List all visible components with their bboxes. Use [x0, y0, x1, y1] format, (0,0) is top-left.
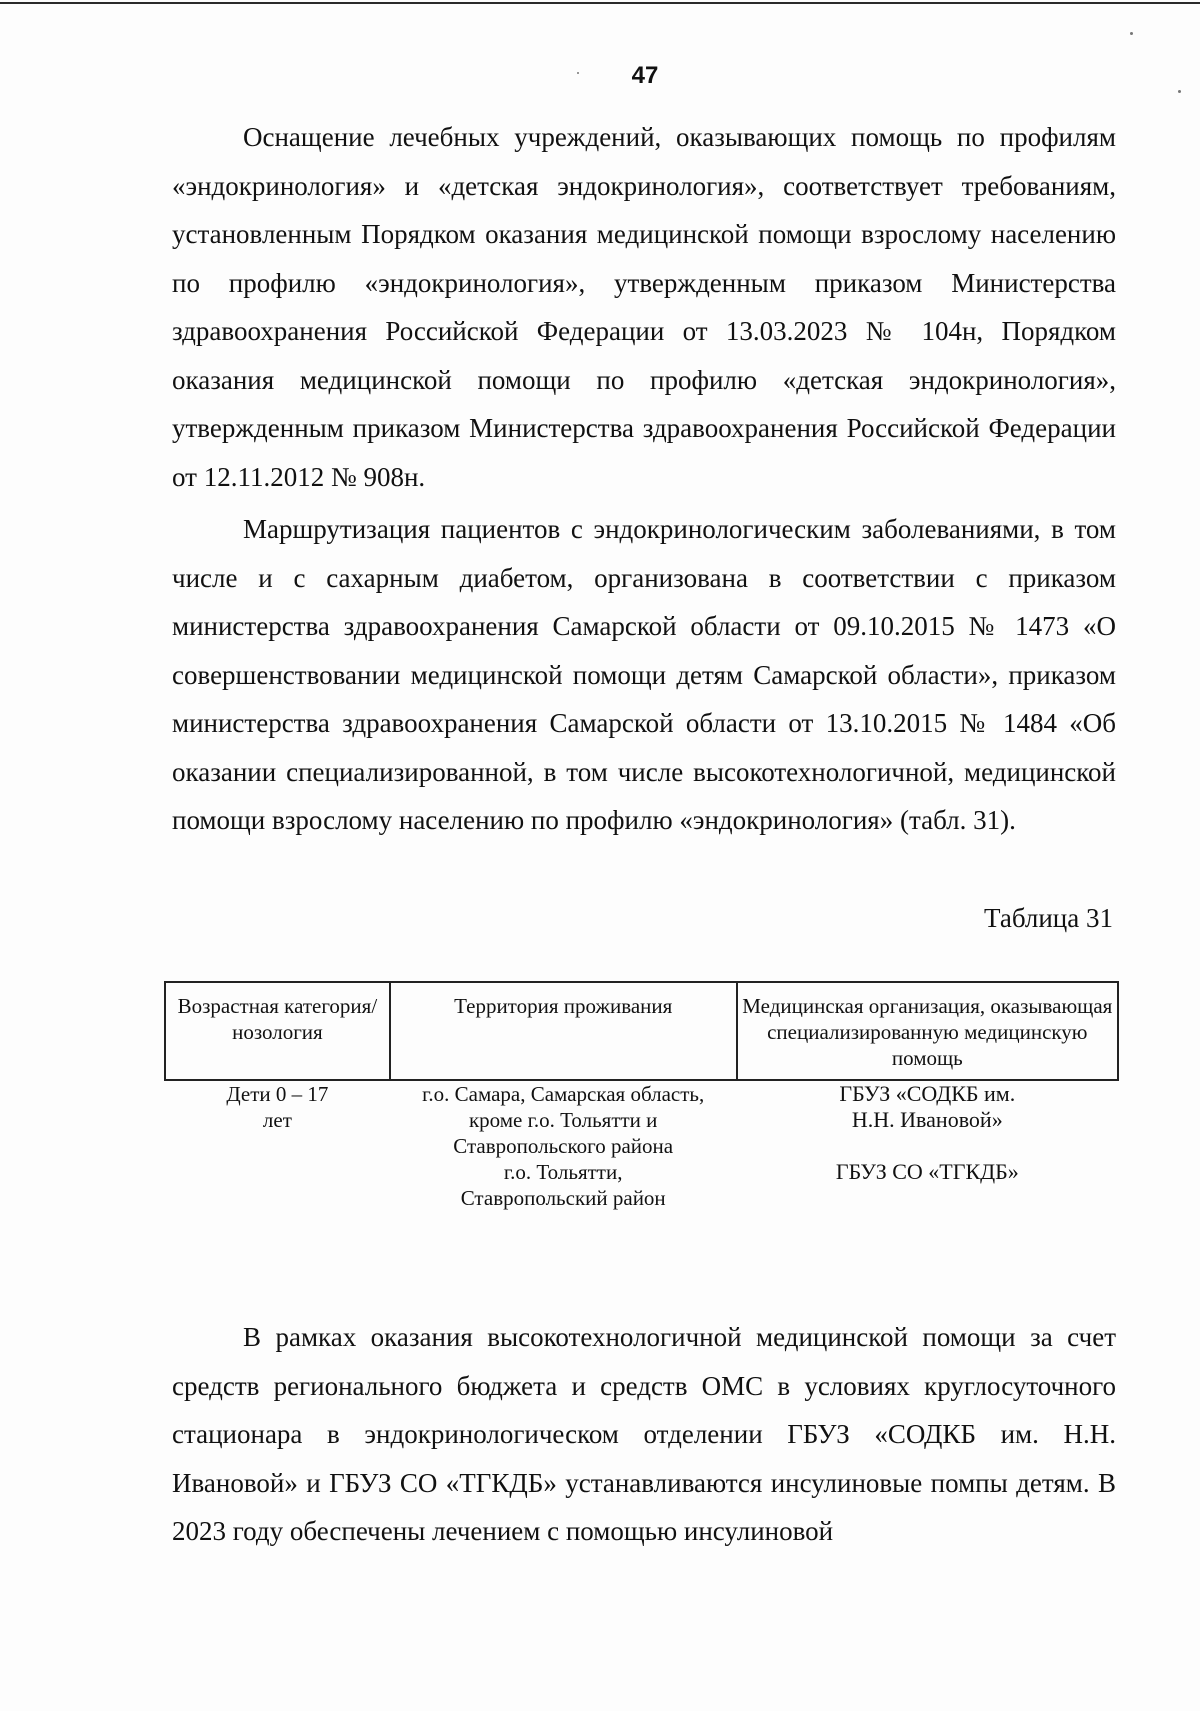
paragraph-routing: Маршрутизация пациентов с эндокринологическим заболеваниями, в том числе и с сахарным диабетом, организована в соответствии с приказом министерства здравоохранения Самарской области от 09.10.2015 № 1473 «О совершенствовании медицинской помощи детям Самарской области», приказом министерства здравоохранения Самарской области от 13.10.2015 № 1484 «Об оказании специализированной, в том числе высокотехнологичной, медицинской помощи взрослому населению по профилю «эндокринология» (табл. 31).	[172, 514, 1116, 835]
header-age-category: Возрастная категория/нозология	[165, 982, 390, 1080]
scan-speck	[1178, 90, 1181, 93]
territory-cell: г.о. Самара, Самарская область, кроме г.о. Тольятти и Ставропольского района	[422, 1082, 705, 1158]
table-row	[165, 1080, 1118, 1159]
organization-cell: ГБУЗ «СОДКБ им. Н.Н. Ивановой»	[839, 1081, 1016, 1132]
table-header-row	[165, 982, 1118, 1080]
top-border-line	[0, 2, 1200, 4]
scan-speck	[1130, 32, 1133, 35]
page-number: 47	[631, 62, 659, 89]
routing-table	[164, 981, 1119, 1211]
paragraph-insulin-pumps: В рамках оказания высокотехнологичной медицинской помощи за счет средств регионального бюджета и средств ОМС в условиях круглосуточного стационара в эндокринологическом отделении ГБУЗ «СОДКБ им. Н.Н. Ивановой» и ГБУЗ СО «ТГКДБ» устанавливаются инсулиновые помпы детям. В 2023 году обеспечены лечением с помощью инсулиновой	[172, 1322, 1116, 1546]
scan-speck	[577, 72, 579, 74]
territory-cell: г.о. Тольятти, Ставропольский район	[460, 1160, 666, 1210]
organization-cell: ГБУЗ СО «ТГКДБ»	[835, 1159, 1019, 1184]
header-organization: Медицинская организация, оказывающая специализированную медицинскую помощь	[737, 982, 1118, 1080]
table-caption: Таблица 31	[984, 903, 1113, 933]
paragraph-equipment: Оснащение лечебных учреждений, оказывающих помощь по профилям «эндокринология» и «детская эндокринология», соответствует требованиям, установленным Порядком оказания медицинской помощи взрослому населению по профилю «эндокринология», утвержденным приказом Министерства здравоохранения Российской Федерации от 13.03.2023 № 104н, Порядком оказания медицинской помощи по профилю «детская эндокринология», утвержденным приказом Министерства здравоохранения Российской Федерации от 12.11.2012 № 908н.	[172, 122, 1116, 492]
header-territory: Территория проживания	[390, 982, 737, 1080]
age-group-cell: Дети 0 – 17 лет	[226, 1082, 329, 1132]
